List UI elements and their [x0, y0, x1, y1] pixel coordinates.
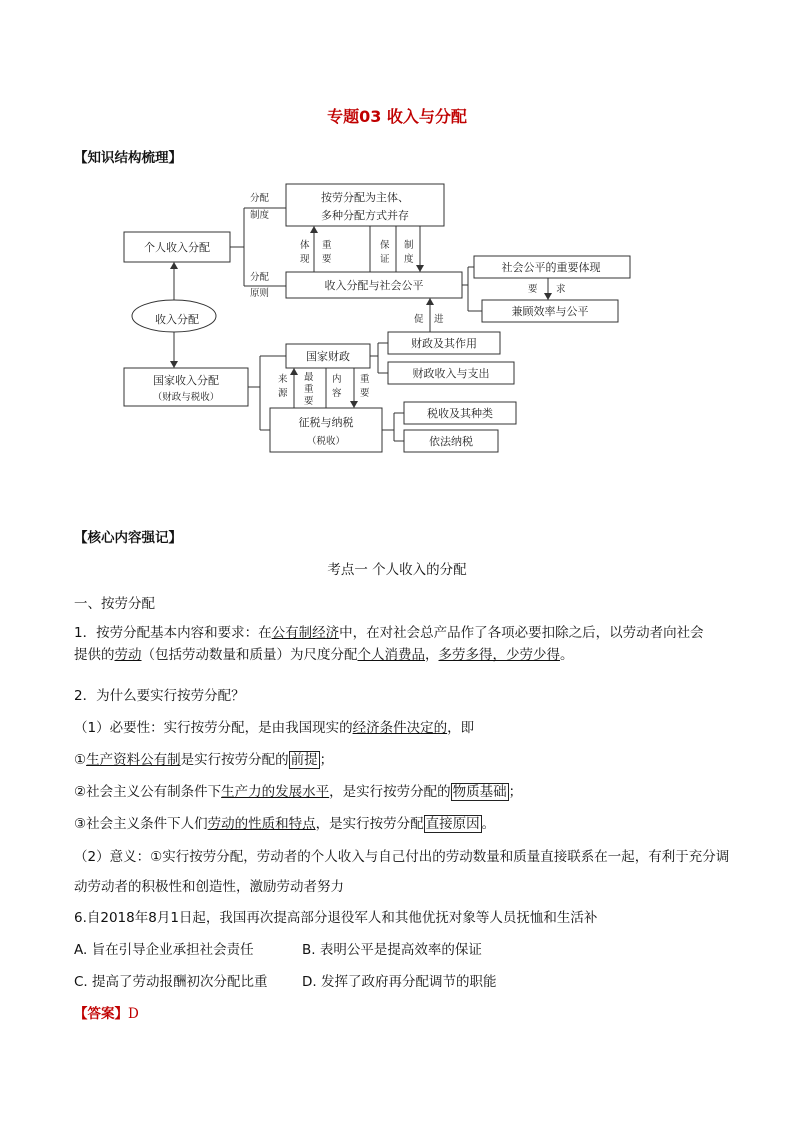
option-d: D. 发挥了政府再分配调节的职能 [302, 974, 497, 990]
term-public-ownership: 公有制经济 [271, 625, 340, 641]
node-tax-types: 税收及其种类 [427, 407, 493, 420]
label-guarantee-1: 保 [380, 240, 390, 251]
node-balance: 兼顾效率与公平 [511, 305, 589, 318]
node-dist-system-1: 按劳分配为主体、 [321, 191, 409, 204]
boxed-premise: 前提 [290, 752, 318, 768]
question-6: 6.自2018年8月1日起，我国再次提高部分退役军人和其他优抚对象等人员抚恤和生活补 [74, 910, 598, 926]
label-content-1: 内 [332, 374, 342, 385]
node-tax-1: 征税与纳税 [298, 416, 354, 429]
topic-heading: 考点一 个人收入的分配 [327, 562, 467, 578]
node-national: 国家收入分配 [153, 374, 219, 387]
label-embody-1: 体 [300, 240, 310, 251]
node-tax-2: （税收） [306, 436, 346, 447]
term-consumer-goods: 个人消费品 [357, 647, 425, 663]
label-promote-2: 进 [434, 314, 444, 325]
options-row-2 [74, 970, 734, 990]
options-row-1 [74, 938, 734, 958]
label-source-1: 来 [278, 374, 288, 385]
option-c: C. 提高了劳动报酬初次分配比重 [74, 974, 268, 990]
label-system-1: 分配 [250, 193, 270, 204]
paragraph-necessity: （1）必要性：实行按劳分配，是由我国现实的经济条件决定的，即 [74, 720, 475, 736]
section-knowledge-structure: 【知识结构梳理】 [74, 150, 182, 166]
knowledge-structure-diagram [118, 168, 601, 468]
term-economic-conditions: 经济条件决定的 [352, 720, 448, 736]
node-tax-law: 依法纳税 [429, 435, 473, 448]
label-most-important-3: 要 [304, 396, 314, 407]
item-direct-cause: ③社会主义条件下人们劳动的性质和特点，是实行按劳分配 直接原因 。 [74, 816, 496, 832]
label-content-2: 容 [332, 388, 342, 399]
label-guarantee-2: 证 [380, 254, 390, 265]
node-national-sub: （财政与税收） [152, 392, 220, 403]
option-b: B. 表明公平是提高效率的保证 [302, 942, 482, 958]
paragraph-basic-content: 1．按劳分配基本内容和要求：在公有制经济中，在对社会总产品作了各项必要扣除之后，以劳动者向社会 提供的劳动（包括劳动数量和质量）为尺度分配个人消费品，多劳多得，少劳少得。 [74, 625, 704, 663]
label-principle-1: 分配 [250, 272, 270, 283]
label-principle-2: 原则 [250, 288, 270, 299]
answer-line [74, 1002, 734, 1022]
label-important-2: 要 [322, 254, 332, 265]
label-most-important-1: 最 [304, 372, 314, 383]
label-institution-2: 度 [404, 254, 414, 265]
label-embody-2: 现 [300, 254, 310, 265]
question-why: 2．为什么要实行按劳分配？ [74, 688, 245, 704]
section-core-content: 【核心内容强记】 [74, 530, 182, 546]
label-require-2: 求 [556, 284, 566, 295]
page-title: 专题03 收入与分配 [327, 107, 467, 126]
term-labor: 劳动 [114, 647, 142, 663]
node-finance-income: 财政收入与支出 [412, 367, 490, 380]
node-fairness: 收入分配与社会公平 [324, 279, 424, 292]
answer-label: 【答案】 [74, 1006, 128, 1022]
option-a: A. 旨在引导企业承担社会责任 [74, 942, 254, 958]
node-finance-role: 财政及其作用 [411, 337, 477, 350]
label-important2-1: 重 [360, 374, 370, 385]
label-require-1: 要 [528, 284, 538, 295]
boxed-material-basis: 物质基础 [452, 784, 507, 800]
label-promote-1: 促 [414, 314, 424, 325]
label-source-2: 源 [278, 388, 288, 399]
term-more-work-more-pay: 多劳多得，少劳少得 [438, 647, 560, 663]
item-material-basis: ②社会主义公有制条件下生产力的发展水平，是实行按劳分配的 物质基础 ； [74, 784, 523, 800]
diagram-svg [118, 168, 601, 468]
node-root: 收入分配 [155, 313, 199, 326]
paragraph-meaning: （2）意义：①实行按劳分配，劳动者的个人收入与自己付出的劳动数量和质量直接联系在一起，有利于充分调动劳动者的积极性和创造性，激励劳动者努力 [74, 849, 730, 895]
label-institution-1: 制 [404, 240, 414, 251]
node-personal: 个人收入分配 [144, 241, 210, 254]
heading-distribution-by-work: 一、按劳分配 [74, 596, 155, 612]
node-social-fair: 社会公平的重要体现 [501, 261, 601, 274]
item-premise: ①生产资料公有制是实行按劳分配的 前提 ； [74, 752, 334, 768]
label-important-1: 重 [322, 240, 332, 251]
node-finance: 国家财政 [306, 350, 350, 363]
node-dist-system-2: 多种分配方式并存 [321, 209, 409, 222]
boxed-direct-cause: 直接原因 [425, 816, 480, 832]
label-most-important-2: 重 [304, 384, 314, 395]
label-important2-2: 要 [360, 388, 370, 399]
answer-value: D [128, 1006, 139, 1022]
label-system-2: 制度 [250, 210, 270, 221]
